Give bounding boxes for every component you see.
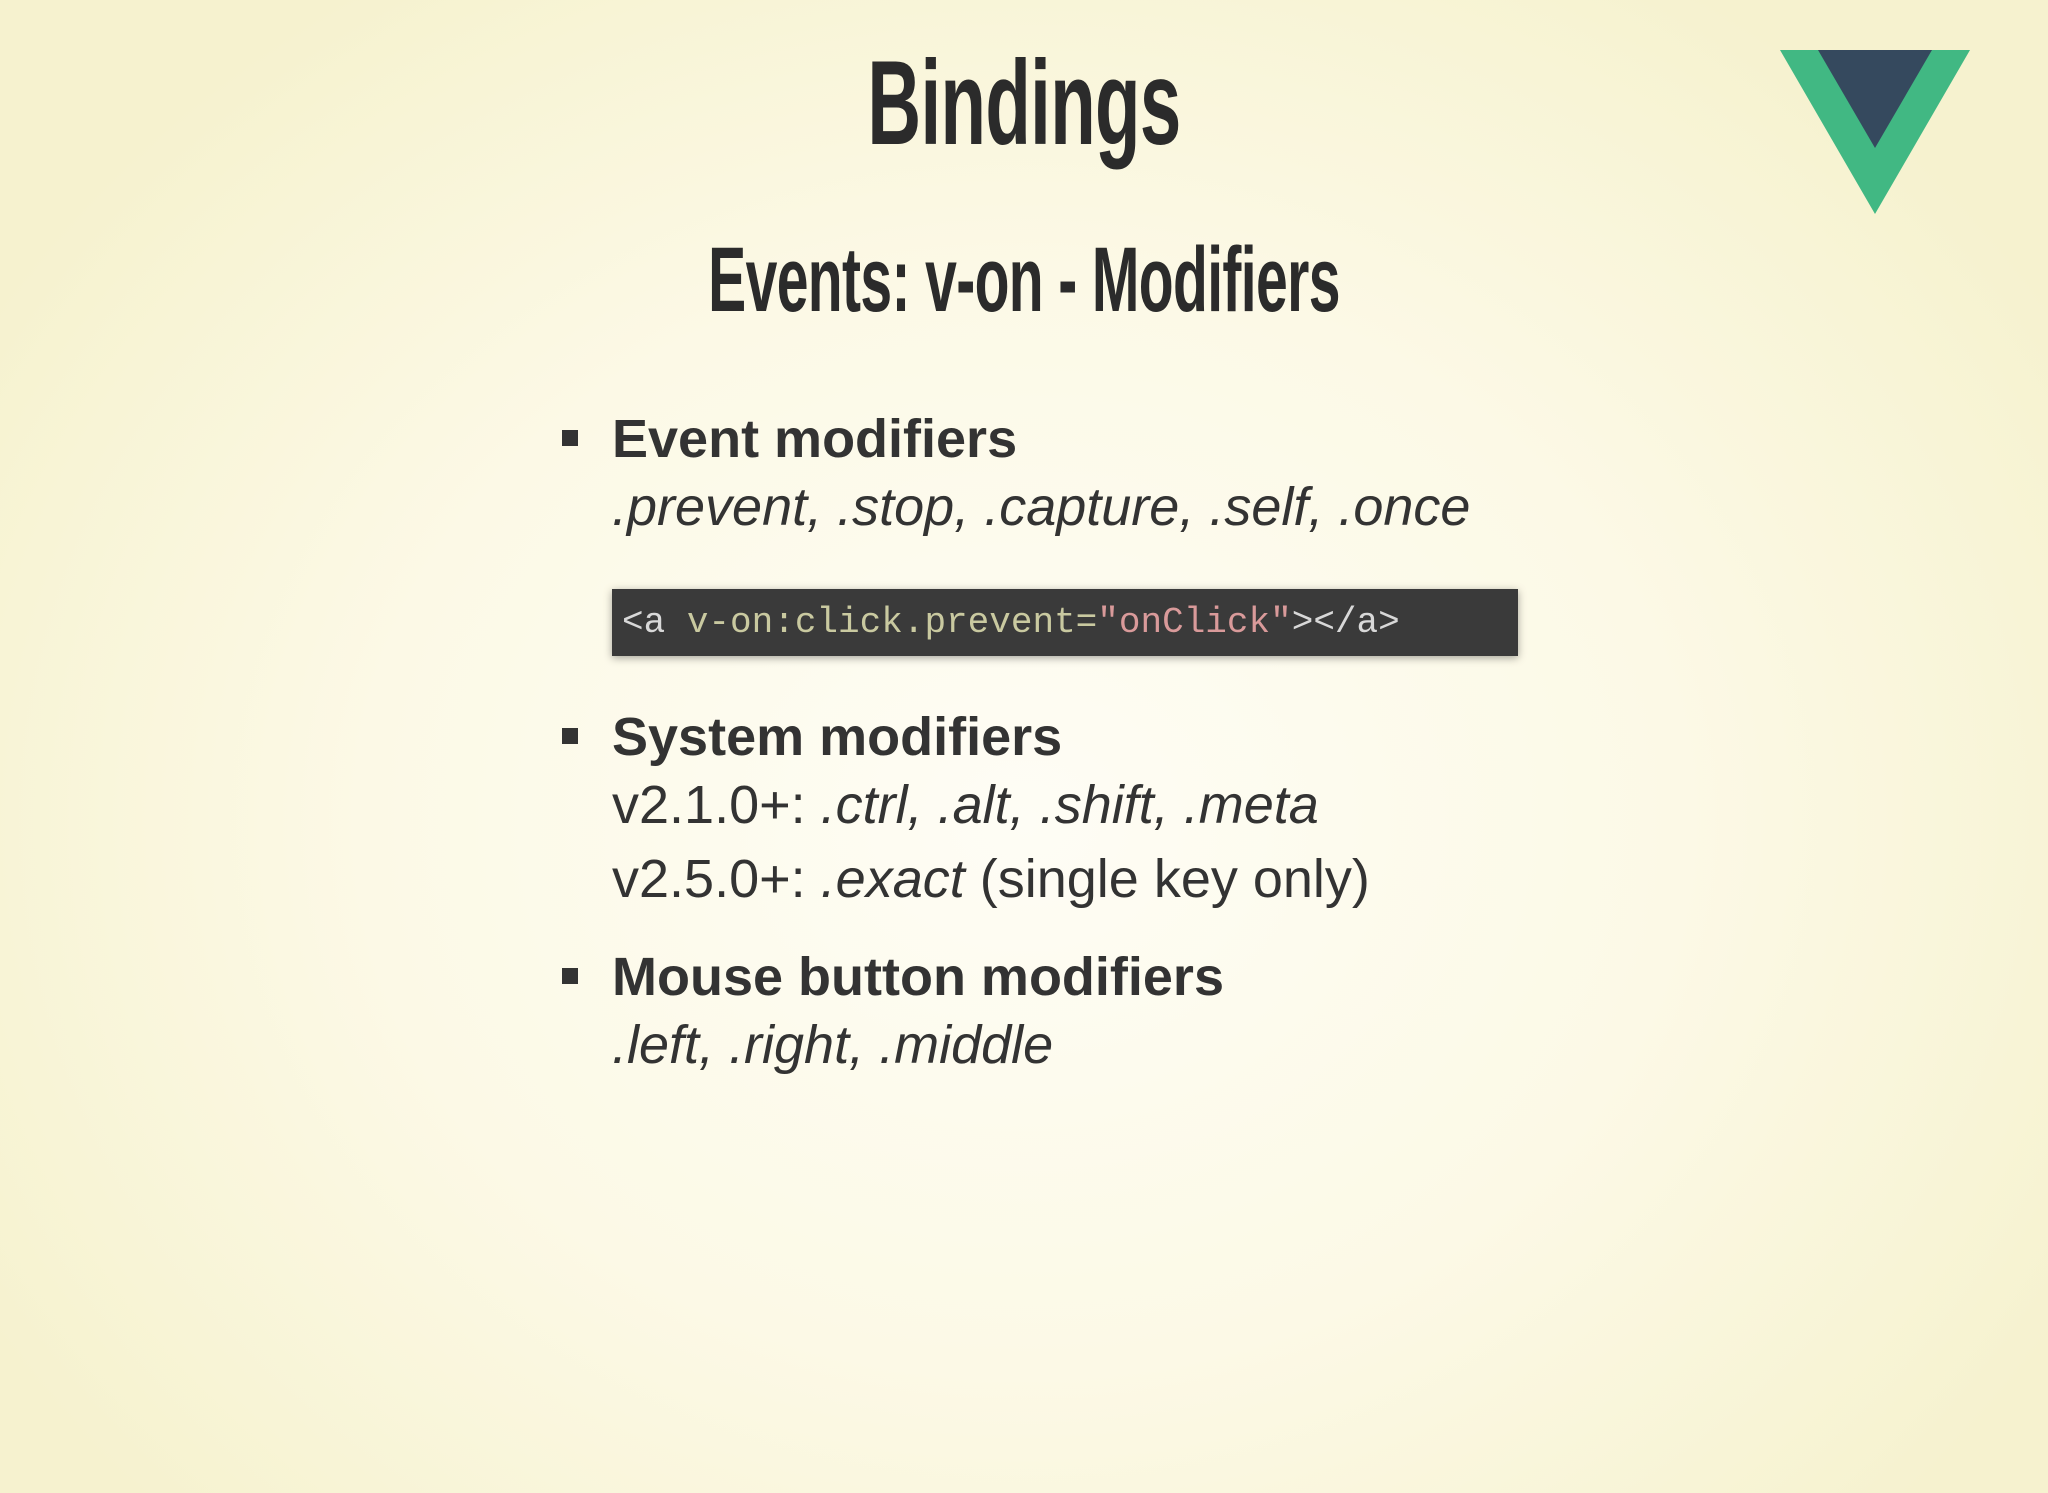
item-heading: Event modifiers [612, 409, 1018, 469]
vue-logo-icon [1780, 50, 1970, 214]
item-heading: Mouse button modifiers [612, 947, 1224, 1007]
list-item-system-modifiers [612, 706, 1812, 916]
slide-subtitle: Events: v-on - Modifiers [708, 229, 1340, 331]
modifier-list: .prevent, .stop, .capture, .self, .once [612, 477, 1471, 537]
list-item-mouse-button-modifiers [612, 946, 1812, 1082]
item-line: v2.5.0+: .exact (single key only) [612, 849, 1370, 909]
code-value: "onClick" [1097, 602, 1292, 643]
item-line: v2.1.0+: .ctrl, .alt, .shift, .meta [612, 775, 1319, 835]
code-attribute: v-on:click.prevent= [686, 602, 1098, 643]
item-line [612, 1008, 1812, 1082]
code-close-tag: ></a> [1291, 602, 1400, 643]
modifier-list: .ctrl, .alt, .shift, .meta [820, 775, 1319, 835]
code-open-tag: <a [622, 602, 687, 643]
item-heading: System modifiers [612, 707, 1063, 767]
bullet-icon [562, 728, 578, 744]
code-block [612, 589, 1518, 656]
bullet-icon [562, 430, 578, 446]
slide-title: Bindings [867, 36, 1181, 170]
list-item-event-modifiers [612, 408, 1812, 544]
modifier-list: .exact [820, 849, 965, 909]
bullet-icon [562, 968, 578, 984]
modifier-list: .left, .right, .middle [612, 1015, 1054, 1075]
item-line [612, 470, 1812, 544]
